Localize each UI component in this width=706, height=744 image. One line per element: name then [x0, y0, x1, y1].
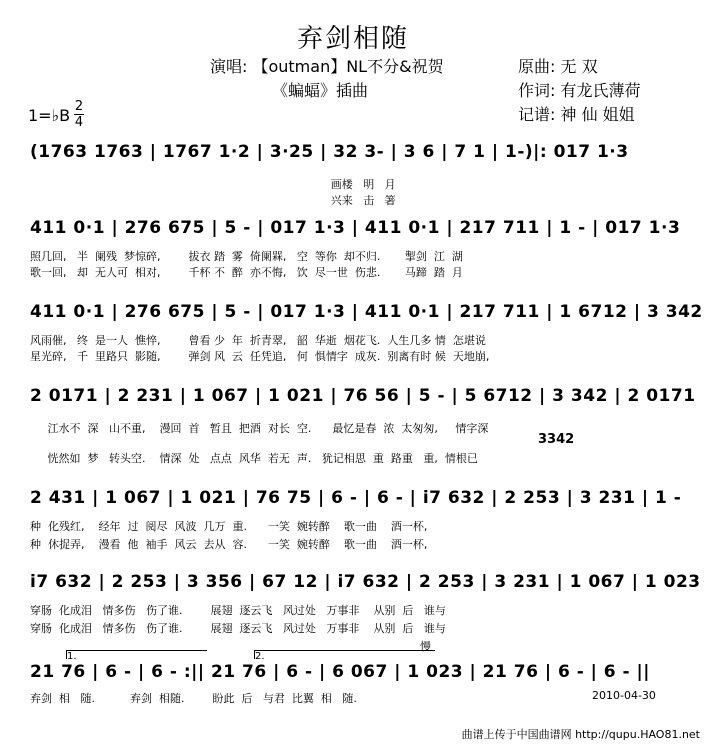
- lyrics-line-2: 种 休捉弄, 漫看 他 袖手 风云 去从 容. 一笑 婉转醉 歌一曲 酒一杯,: [30, 538, 428, 551]
- date-stamp: 2010-04-30: [592, 689, 656, 702]
- notes-line: 411 0·1 | 276 675 | 5 - | 017 1·3 | 411 0·1 | 217 711 | 1 - | 017 1·3: [30, 218, 681, 238]
- subtitle-line: 《蝙蝠》插曲: [272, 81, 369, 100]
- site-footer: 曲谱上传于中国曲谱网 http://qupu.HAO81.net: [461, 728, 700, 741]
- extra-notes-3342: 3342: [538, 432, 575, 447]
- key-signature: 1=♭B: [28, 106, 71, 125]
- notes-line: 2 0171 | 2 231 | 1 067 | 1 021 | 76 56 | 5 - | 5 6712 | 3 342 | 2 0171: [30, 386, 696, 406]
- lyrics-line-2: 星光碎, 千 里路只 影随, 弹剑 风 云 任凭追, 何 惧情字 成灰. 别离有时 候 天地崩,: [30, 350, 490, 363]
- slow-marking: 慢: [420, 640, 431, 653]
- page-title: 弃剑相随: [296, 24, 409, 54]
- volta-1: 1.: [66, 650, 207, 659]
- time-bottom: 4: [74, 115, 84, 130]
- time-signature: [74, 100, 84, 129]
- lyrics-line-1: 弃剑 相 随. 弃剑 相随. 盼此 后 与君 比翼 相 随.: [30, 692, 357, 705]
- transcriber-line: 记谱: 神 仙 姐姐: [518, 105, 635, 124]
- original-line: 原曲: 无 双: [518, 57, 598, 76]
- lyrics-line-1: 种 化残红, 经年 过 阅尽 风波 几万 重. 一笑 婉转醉 歌一曲 酒一杯,: [30, 520, 428, 533]
- lyrics-line-1: 江水不 深 山不重, 漫回 首 暂且 把酒 对长 空. 最忆是春 浓 太匆匆, 情字深: [30, 422, 489, 435]
- lyrics-line-1: 穿肠 化成泪 情多伤 伤了谁. 展翅 逐云飞 风过处 万事非 从别 后 谁与: [30, 604, 446, 617]
- lyrics-line-2: 穿肠 化成泪 情多伤 伤了谁. 展翅 逐云飞 风过处 万事非 从别 后 谁与: [30, 622, 446, 635]
- notes-line: i7 632 | 2 253 | 3 356 | 67 12 | i7 632 | 2 253 | 3 231 | 1 067 | 1 023: [30, 572, 701, 592]
- lyrics-line-1: 风雨催, 终 是一人 憔悴, 曾看 少 年 折青翠, 韶 华逝 烟花飞. 人生几多 情 怎堪说: [30, 334, 486, 347]
- lyrics-line-2: 歌一回, 却 无人可 相对, 千杯 不 醉 亦不悔, 饮 尽一世 伤悲. 马蹄 踏 月: [30, 266, 463, 279]
- time-top: 2: [74, 99, 84, 114]
- lyrics-line-2: 恍然如 梦 转头空. 情深 处 点点 风华 若无 声. 犹记相思 重 路重 重, 情根已: [30, 452, 478, 465]
- volta-2: 2.: [254, 650, 435, 659]
- notes-line: 411 0·1 | 276 675 | 5 - | 017 1·3 | 411 0·1 | 217 711 | 1 6712 | 3 342: [30, 302, 703, 322]
- notes-line: 2 431 | 1 067 | 1 021 | 76 75 | 6 - | 6 - | i7 632 | 2 253 | 3 231 | 1 -: [30, 488, 682, 508]
- lyricist-line: 作词: 有龙氏薄荷: [518, 81, 641, 100]
- singer-line: 演唱: 【outman】NL不分&祝贺: [210, 57, 444, 76]
- notes-line: 21 76 | 6 - | 6 - :|| 21 76 | 6 - | 6 067 | 1 023 | 21 76 | 6 - | 6 - ||: [30, 662, 650, 682]
- lyrics-line-1: 照几回, 半 阑残 梦惊碎, 拔衣 踏 雾 倚阑槑, 空 等你 却不归. 掣剑 江 湖: [30, 250, 463, 263]
- lyrics-line-2: 兴来 击 箸: [30, 194, 396, 207]
- notes-line: (1763 1763 | 1767 1·2 | 3·25 | 32 3- | 3 6 | 7 1 | 1-)|: 017 1·3: [30, 142, 629, 162]
- lyrics-line-1: 画楼 明 月: [30, 178, 396, 191]
